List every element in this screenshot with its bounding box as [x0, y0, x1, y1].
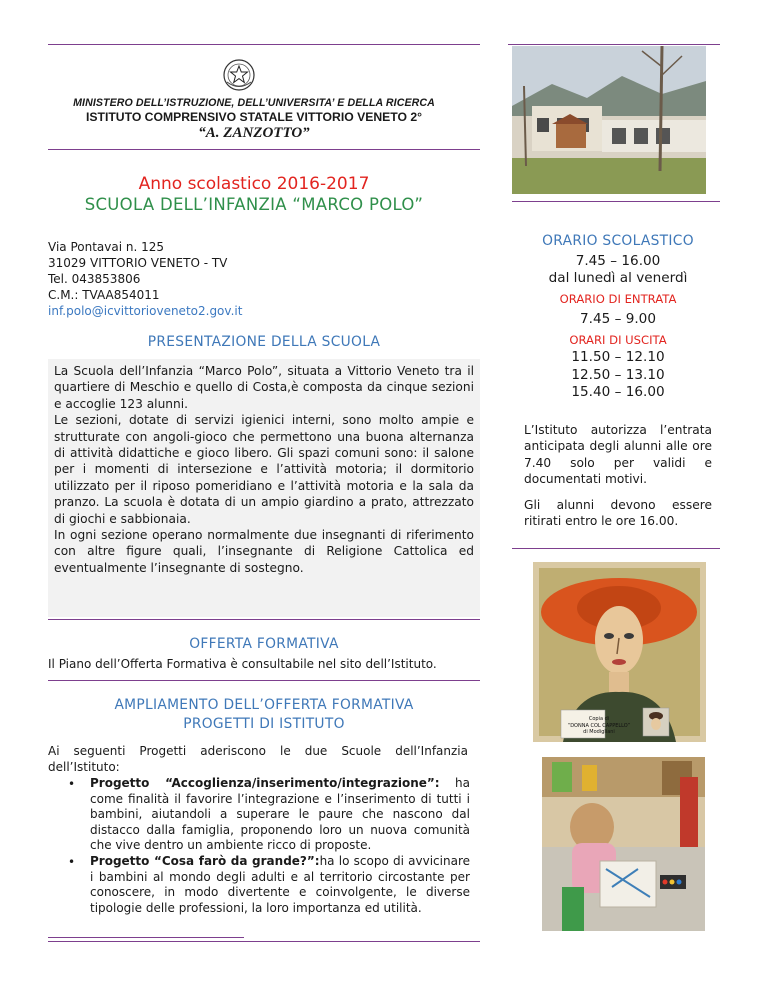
- presentazione-text: [54, 363, 474, 576]
- project-name: Progetto “Accoglienza/inserimento/integrazione”:: [90, 776, 440, 790]
- address-code: C.M.: TVAA854011: [48, 288, 160, 302]
- project-item: [90, 854, 470, 916]
- address-phone: Tel. 043853806: [48, 272, 141, 286]
- email-link[interactable]: inf.polo@icvittorioveneto2.gov.it: [48, 304, 243, 318]
- offerta-text: Il Piano dell’Offerta Formativa è consultabile nel sito dell’Istituto.: [48, 657, 437, 671]
- address-street: Via Pontavai n. 125: [48, 240, 165, 254]
- school-building-photo: [512, 46, 706, 194]
- presentazione-title: PRESENTAZIONE DELLA SCUOLA: [147, 334, 381, 350]
- ampliamento-rule: [48, 680, 480, 681]
- project-description: ha come finalità il favorire l’integrazione e l’inserimento di tutti i bambini, aiutandoli a superare le paure che nascono dal distacco dalla famiglia, proponendo loro un nuova comunità che vive dentro un ambiente ricco di proposte.: [90, 776, 470, 853]
- footer-left-rule: [48, 937, 244, 938]
- ampliamento-title: AMPLIAMENTO DELL’OFFERTA FORMATIVA: [114, 697, 414, 713]
- uscita-label: ORARI DI USCITA: [569, 333, 667, 347]
- progetti-subtitle: PROGETTI DI ISTITUTO: [183, 716, 345, 732]
- right-col-rule: [512, 548, 720, 549]
- bullet-icon: •: [68, 855, 76, 869]
- ministry-line: MINISTERO DELL’ISTRUZIONE, DELL’UNIVERSITA’ E DELLA RICERCA: [73, 97, 435, 109]
- institute-line: ISTITUTO COMPRENSIVO STATALE VITTORIO VENETO 2°: [86, 110, 422, 124]
- header-top-rule: [48, 44, 480, 45]
- modigliani-artwork-image: [533, 562, 706, 742]
- offerta-title: OFFERTA FORMATIVA: [189, 636, 339, 652]
- uscita-time: 11.50 – 12.10: [571, 349, 665, 365]
- artwork-caption: [563, 716, 635, 736]
- orario-hours: 7.45 – 16.00: [575, 253, 661, 269]
- artwork-caption-line: Copia di: [588, 716, 610, 722]
- entrata-hours: 7.45 – 9.00: [580, 311, 656, 327]
- classroom-photo: [542, 757, 705, 931]
- presentazione-paragraph: La Scuola dell’Infanzia “Marco Polo”, situata a Vittorio Veneto tra il quartiere di Meschio e quello di Costa,è composta da cinque sezioni e accoglie 123 alunni.: [54, 364, 474, 411]
- header-bottom-rule: [48, 149, 480, 150]
- uscita-time: 15.40 – 16.00: [571, 384, 665, 400]
- artwork-caption-line: di Modigliani: [583, 729, 615, 735]
- project-item: [90, 776, 470, 854]
- ampliamento-intro: Ai seguenti Progetti aderiscono le due Scuole dell’Infanzia dell’Istituto:: [48, 744, 468, 774]
- artwork-caption-line: “DONNA COL CAPPELLO”: [567, 722, 631, 729]
- bullet-icon: •: [68, 777, 76, 791]
- right-mid-rule: [512, 201, 720, 202]
- entrata-label: ORARIO DI ENTRATA: [559, 292, 677, 306]
- project-description: ha lo scopo di avvicinare i bambini al mondo degli adulti e al territorio circostante per conoscere, in modo divertente e coinvolgente, le diverse tipologie delle professioni, la loro importanza ed utilità.: [90, 854, 470, 915]
- uscita-time: 12.50 – 13.10: [571, 367, 665, 383]
- school-name: “A. ZANZOTTO”: [198, 125, 310, 141]
- presentazione-paragraph: In ogni sezione operano normalmente due insegnanti di riferimento con altre figure quali, l’insegnante di Religione Cattolica ed eventualmente l’insegnante di sostegno.: [54, 528, 474, 575]
- republic-emblem-icon: [222, 58, 256, 92]
- presentazione-bottom-rule: [48, 619, 480, 620]
- school-title: SCUOLA DELL’INFANZIA “MARCO POLO”: [84, 195, 424, 214]
- orario-note-ritiro: Gli alunni devono essere ritirati entro le ore 16.00.: [524, 498, 712, 529]
- orario-title: ORARIO SCOLASTICO: [542, 233, 694, 249]
- right-top-rule: [508, 44, 720, 45]
- footer-rule: [48, 941, 480, 942]
- orario-days: dal lunedì al venerdì: [548, 270, 688, 286]
- orario-note-anticipata: L’Istituto autorizza l’entrata anticipata degli alunni alle ore 7.40 solo per validi e documentati motivi.: [524, 423, 712, 487]
- address-city: 31029 VITTORIO VENETO - TV: [48, 256, 228, 270]
- project-name: Progetto “Cosa farò da grande?”:: [90, 854, 320, 868]
- presentazione-paragraph: Le sezioni, dotate di servizi igienici interni, sono molto ampie e strutturate con angoli-gioco che permettono una buona alternanza di attività didattiche e gioco libero. Gli spazi comuni sono: il salone per i momenti di intersezione e l’attività motoria; il dormitorio utilizzato per il riposo pomeridiano e l’attività motoria e la sala da pranzo. La scuola è dotata di un ampio giardino a prato, attrezzato di giochi e sabbionaia.: [54, 413, 474, 526]
- school-year: Anno scolastico 2016-2017: [138, 174, 370, 194]
